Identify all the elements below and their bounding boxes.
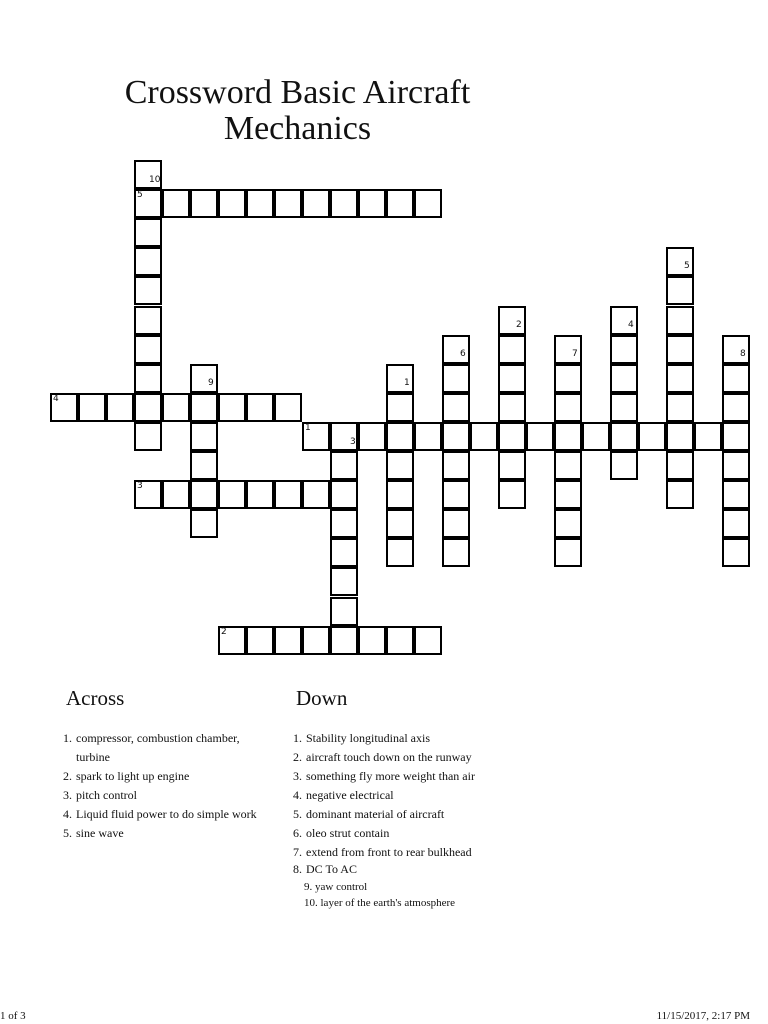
grid-cell — [386, 451, 414, 480]
grid-cell — [722, 364, 750, 393]
grid-cell — [666, 451, 694, 480]
across-clue-5: 5. sine wave — [63, 826, 124, 840]
grid-cell — [610, 422, 638, 451]
grid-cell — [190, 422, 218, 451]
grid-cell — [134, 218, 162, 247]
grid-cell — [722, 480, 750, 509]
across-heading: Across — [66, 686, 125, 710]
down-clue-1: 1. Stability longitudinal axis — [293, 731, 430, 745]
grid-cell — [470, 422, 498, 451]
grid-cell — [722, 509, 750, 538]
clue-number-label: 8 — [740, 348, 746, 359]
clue-number-label: 2 — [516, 319, 522, 330]
grid-cell — [246, 189, 274, 218]
down-clue-8: 8. DC To AC — [293, 862, 357, 876]
grid-cell — [554, 538, 582, 567]
grid-cell — [330, 480, 358, 509]
grid-cell — [134, 364, 162, 393]
grid-cell — [274, 480, 302, 509]
grid-cell — [134, 306, 162, 335]
grid-cell — [414, 422, 442, 451]
grid-cell — [134, 247, 162, 276]
grid-cell — [610, 451, 638, 480]
clue-number-label: 2 — [221, 626, 227, 637]
grid-cell — [442, 393, 470, 422]
grid-cell — [722, 393, 750, 422]
grid-cell — [414, 189, 442, 218]
grid-cell — [442, 364, 470, 393]
clue-number-label: 1 — [305, 422, 311, 433]
grid-cell — [666, 393, 694, 422]
grid-cell — [442, 451, 470, 480]
grid-cell — [498, 480, 526, 509]
grid-cell — [554, 422, 582, 451]
grid-cell — [554, 480, 582, 509]
grid-cell — [722, 451, 750, 480]
grid-cell — [414, 626, 442, 655]
grid-cell — [666, 335, 694, 364]
grid-cell — [330, 567, 358, 596]
grid-cell — [330, 189, 358, 218]
grid-cell — [526, 422, 554, 451]
grid-cell — [218, 480, 246, 509]
grid-cell — [554, 364, 582, 393]
down-clue-10: 10. layer of the earth's atmosphere — [304, 897, 456, 909]
grid-cell — [162, 480, 190, 509]
grid-cell — [274, 626, 302, 655]
grid-cell — [638, 422, 666, 451]
clue-number-label: 10 — [149, 175, 161, 185]
grid-cell — [386, 393, 414, 422]
grid-cell — [302, 626, 330, 655]
grid-cell — [218, 189, 246, 218]
across-clue-list — [54, 729, 269, 843]
across-clue-2: 2. spark to light up engine — [63, 769, 190, 783]
grid-cell — [134, 335, 162, 364]
grid-cell — [134, 276, 162, 305]
grid-cell — [442, 422, 470, 451]
grid-cell — [498, 306, 526, 335]
grid-cell — [358, 626, 386, 655]
grid-cell — [386, 509, 414, 538]
down-clue-2: 2. aircraft touch down on the runway — [293, 750, 472, 764]
grid-cell — [666, 247, 694, 276]
grid-cell — [610, 364, 638, 393]
clue-number-label: 7 — [572, 348, 578, 359]
clue-number-label: 5 — [137, 190, 143, 201]
grid-cell — [330, 451, 358, 480]
clue-number-label: 4 — [53, 393, 59, 404]
grid-cell — [498, 393, 526, 422]
clue-number-label: 6 — [460, 348, 466, 359]
grid-cell — [666, 364, 694, 393]
grid-cell — [554, 335, 582, 364]
down-clue-6: 6. oleo strut contain — [293, 826, 390, 840]
grid-cell — [274, 189, 302, 218]
grid-cell — [162, 189, 190, 218]
grid-cell — [246, 393, 274, 422]
grid-cell — [190, 393, 218, 422]
grid-cell — [358, 422, 386, 451]
grid-cell — [106, 393, 134, 422]
clue-number-label: 1 — [404, 377, 410, 388]
grid-cell — [218, 393, 246, 422]
down-clue-7: 7. extend from front to rear bulkhead — [293, 845, 472, 859]
grid-cell — [498, 364, 526, 393]
grid-cell — [722, 538, 750, 567]
down-clue-3: 3. something fly more weight than air — [293, 769, 475, 783]
page-counter: 1 of 3 — [0, 1010, 26, 1022]
grid-cell — [330, 597, 358, 626]
grid-cell — [246, 626, 274, 655]
grid-cell — [190, 480, 218, 509]
grid-cell — [498, 422, 526, 451]
grid-cell — [666, 480, 694, 509]
grid-cell — [694, 422, 722, 451]
grid-cell — [442, 509, 470, 538]
grid-cell — [666, 306, 694, 335]
grid-cell — [330, 538, 358, 567]
title-line-1: Crossword Basic Aircraft — [124, 73, 471, 111]
down-clue-9: 9. yaw control — [304, 881, 368, 893]
grid-cell — [554, 393, 582, 422]
print-timestamp: 11/15/2017, 2:17 PM — [656, 1010, 750, 1022]
clue-number-label: 5 — [684, 261, 690, 272]
clue-number-label: 3 — [350, 436, 356, 447]
grid-cell — [386, 538, 414, 567]
grid-cell — [442, 538, 470, 567]
down-heading: Down — [296, 686, 348, 710]
grid-cell — [386, 626, 414, 655]
across-clue-1: 1. compressor, combustion chamber, turbine — [63, 731, 240, 764]
grid-cell — [246, 480, 274, 509]
grid-cell — [190, 189, 218, 218]
down-clue-4: 4. negative electrical — [293, 788, 394, 802]
grid-cell — [554, 451, 582, 480]
grid-cell — [386, 480, 414, 509]
across-clue-4: 4. Liquid fluid power to do simple work — [63, 807, 257, 821]
grid-cell — [386, 422, 414, 451]
grid-cell — [582, 422, 610, 451]
grid-cell — [302, 189, 330, 218]
grid-cell — [666, 276, 694, 305]
grid-cell — [190, 509, 218, 538]
grid-cell — [386, 364, 414, 393]
grid-cell — [274, 393, 302, 422]
grid-cell — [162, 393, 190, 422]
clue-number-label: 4 — [628, 319, 634, 330]
grid-cell — [610, 335, 638, 364]
grid-cell — [330, 509, 358, 538]
grid-cell — [358, 189, 386, 218]
clue-number-label: 9 — [208, 377, 214, 388]
grid-cell — [498, 451, 526, 480]
down-clue-5: 5. dominant material of aircraft — [293, 807, 445, 821]
grid-cell — [442, 480, 470, 509]
grid-cell — [666, 422, 694, 451]
grid-cell — [386, 189, 414, 218]
grid-cell — [554, 509, 582, 538]
clue-number-label: 3 — [137, 481, 143, 492]
title-line-2: Mechanics — [223, 109, 372, 147]
grid-cell — [190, 451, 218, 480]
grid-cell — [722, 422, 750, 451]
grid-cell — [610, 393, 638, 422]
grid-cell — [134, 422, 162, 451]
across-clue-3: 3. pitch control — [63, 788, 137, 802]
grid-cell — [498, 335, 526, 364]
grid-cell — [330, 626, 358, 655]
grid-cell — [134, 393, 162, 422]
down-clue-list — [284, 729, 504, 911]
grid-cell — [302, 480, 330, 509]
grid-cell — [78, 393, 106, 422]
